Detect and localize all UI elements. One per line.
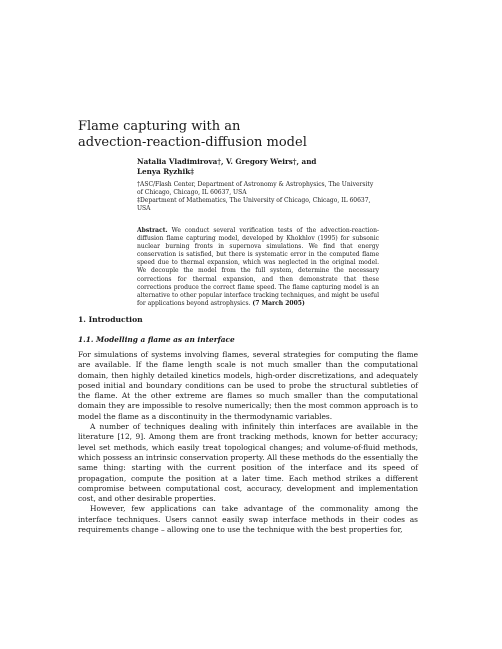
author-list — [137, 157, 377, 177]
abstract-text: We conduct several verification tests of the advection-reaction-diffusion flame capturing model, developed by Khokhlov (1995) for subsonic nuclear burning fronts in supernova simulations. We find that energy conservation is satisfied, but there is systematic error in the computed flame speed due to thermal expansion, which was neglected in the original model. We decouple the model from the full system, determine the necessary corrections for thermal expansion, and then demonstrate that these corrections produce the correct flame speed. The flame capturing model is an alternative to other popular interface tracking techniques, and might be useful for applications beyond astrophysics. — [137, 227, 379, 307]
subsection-heading: 1.1. Modelling a flame as an interface — [78, 335, 235, 344]
paragraph-3: However, few applications can take advantage of the commonality among the interface techniques. Users cannot easily swap interface methods in their codes as requirements change – allowing one to use the technique with the best properties for, — [78, 504, 418, 535]
section-heading: 1. Introduction — [78, 315, 143, 324]
abstract — [137, 227, 379, 308]
affiliations — [137, 181, 379, 213]
affiliation-1: †ASC/Flash Center, Department of Astronomy & Astrophysics, The University of Chicago, Chicago, IL 60637, USA — [137, 181, 374, 196]
abstract-label: Abstract. — [137, 227, 168, 234]
authors-line-1: Natalia Vladimirova†, V. Gregory Weirs†, and — [137, 157, 317, 166]
body-text — [78, 350, 418, 535]
title-line-2: advection-reaction-diffusion model — [78, 135, 307, 150]
abstract-date: (7 March 2005) — [252, 299, 305, 307]
affiliation-2: ‡Department of Mathematics, The University of Chicago, Chicago, IL 60637, USA — [137, 197, 371, 212]
paragraph-1: For simulations of systems involving flames, several strategies for computing the flame are available. If the flame length scale is not much smaller than the computational domain, then highly detailed kinetics models, high-order discretizations, and adequately posed initial and boundary conditions can be used to probe the structural subtleties of the flame. At the other extreme are flames so much smaller than the computational domain they are impossible to resolve numerically; then the most common approach is to model the flame as a discontinuity in the thermodynamic variables. — [78, 350, 418, 421]
paragraph-2: A number of techniques dealing with infinitely thin interfaces are available in the literature [12, 9]. Among them are front tracking methods, known for better accuracy; level set methods, which easily treat topological changes; and volume-of-fluid methods, which possess an intrinsic conservation property. All these methods do the essentially the same thing: starting with the current position of the interface and its speed of propagation, compute the position at a later time. Each method strikes a different compromise between computational cost, accuracy, development and implementation cost, and other desirable properties. — [78, 422, 418, 504]
authors-line-2: Lenya Ryzhik‡ — [137, 167, 194, 176]
paper-title — [78, 119, 438, 151]
title-line-1: Flame capturing with an — [78, 119, 241, 134]
